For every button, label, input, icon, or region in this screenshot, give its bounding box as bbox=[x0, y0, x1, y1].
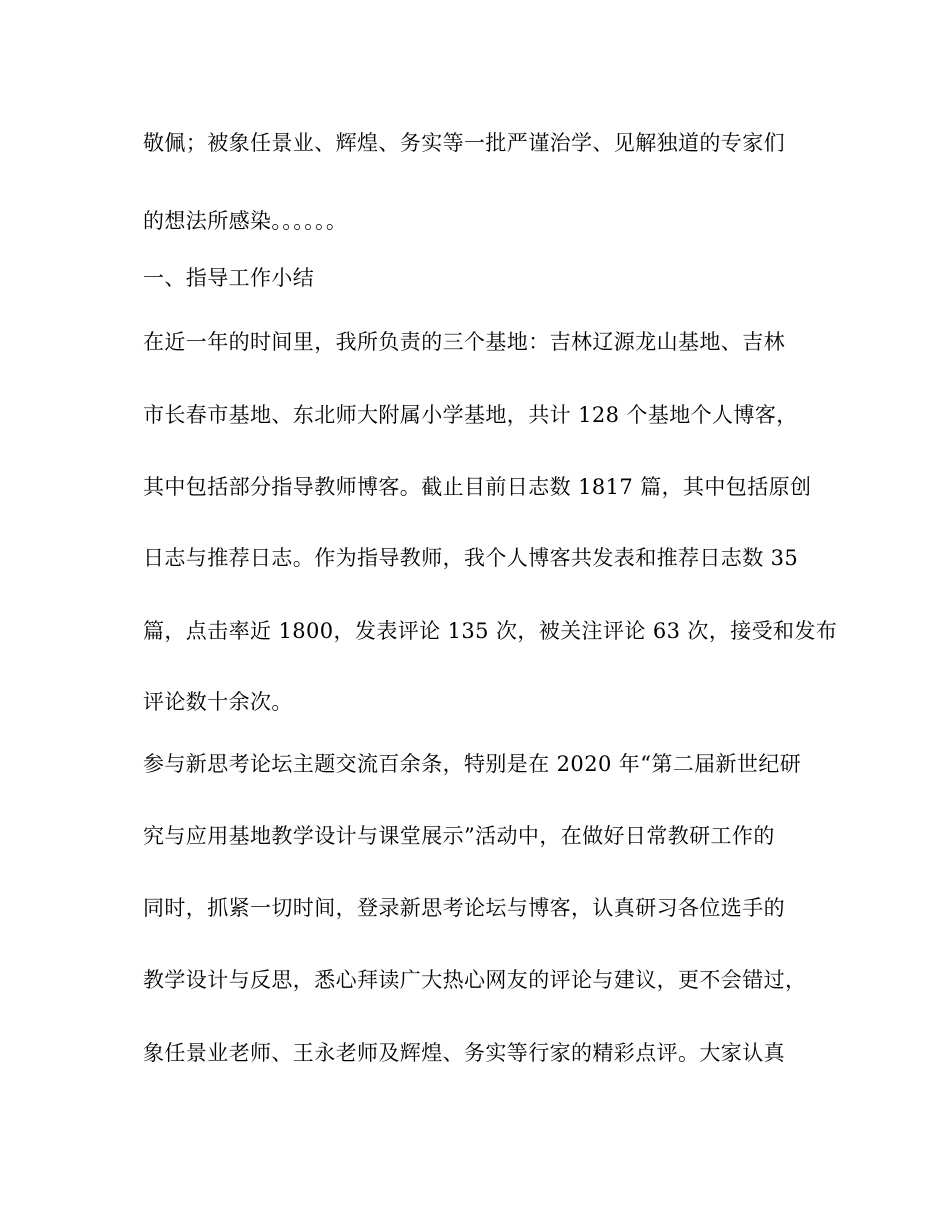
text-line: 教学设计与反思，悉心拜读广大热心网友的评论与建议，更不会错过， bbox=[143, 968, 807, 992]
section-heading: 一、指导工作小结 bbox=[143, 266, 315, 290]
text-line: 市长春市基地、东北师大附属小学基地，共计 128 个基地个人博客， bbox=[143, 403, 798, 427]
text-line: 评论数十余次。 bbox=[143, 690, 293, 714]
text-line: 其中包括部分指导教师博客。截止目前日志数 1817 篇，其中包括原创 bbox=[143, 475, 812, 499]
text-line: 同时，抓紧一切时间，登录新思考论坛与博客，认真研习各位选手的 bbox=[143, 896, 785, 920]
text-line: 的想法所感染。。。。。。 bbox=[143, 209, 348, 233]
text-line: 究与应用基地教学设计与课堂展示”活动中，在做好日常教研工作的 bbox=[143, 824, 775, 848]
text-line: 在近一年的时间里，我所负责的三个基地：吉林辽源龙山基地、吉林 bbox=[143, 330, 785, 354]
text-line: 参与新思考论坛主题交流百余条，特别是在 2020 年“第二届新世纪研 bbox=[143, 752, 802, 776]
text-line: 象任景业老师、王永老师及辉煌、务实等行家的精彩点评。大家认真 bbox=[143, 1041, 785, 1065]
text-line: 日志与推荐日志。作为指导教师，我个人博客共发表和推荐日志数 35 bbox=[143, 546, 799, 570]
text-line: 敬佩；被象任景业、辉煌、务实等一批严谨治学、见解独道的专家们 bbox=[143, 131, 785, 155]
text-line: 篇，点击率近 1800，发表评论 135 次，被关注评论 63 次，接受和发布 bbox=[143, 619, 838, 643]
